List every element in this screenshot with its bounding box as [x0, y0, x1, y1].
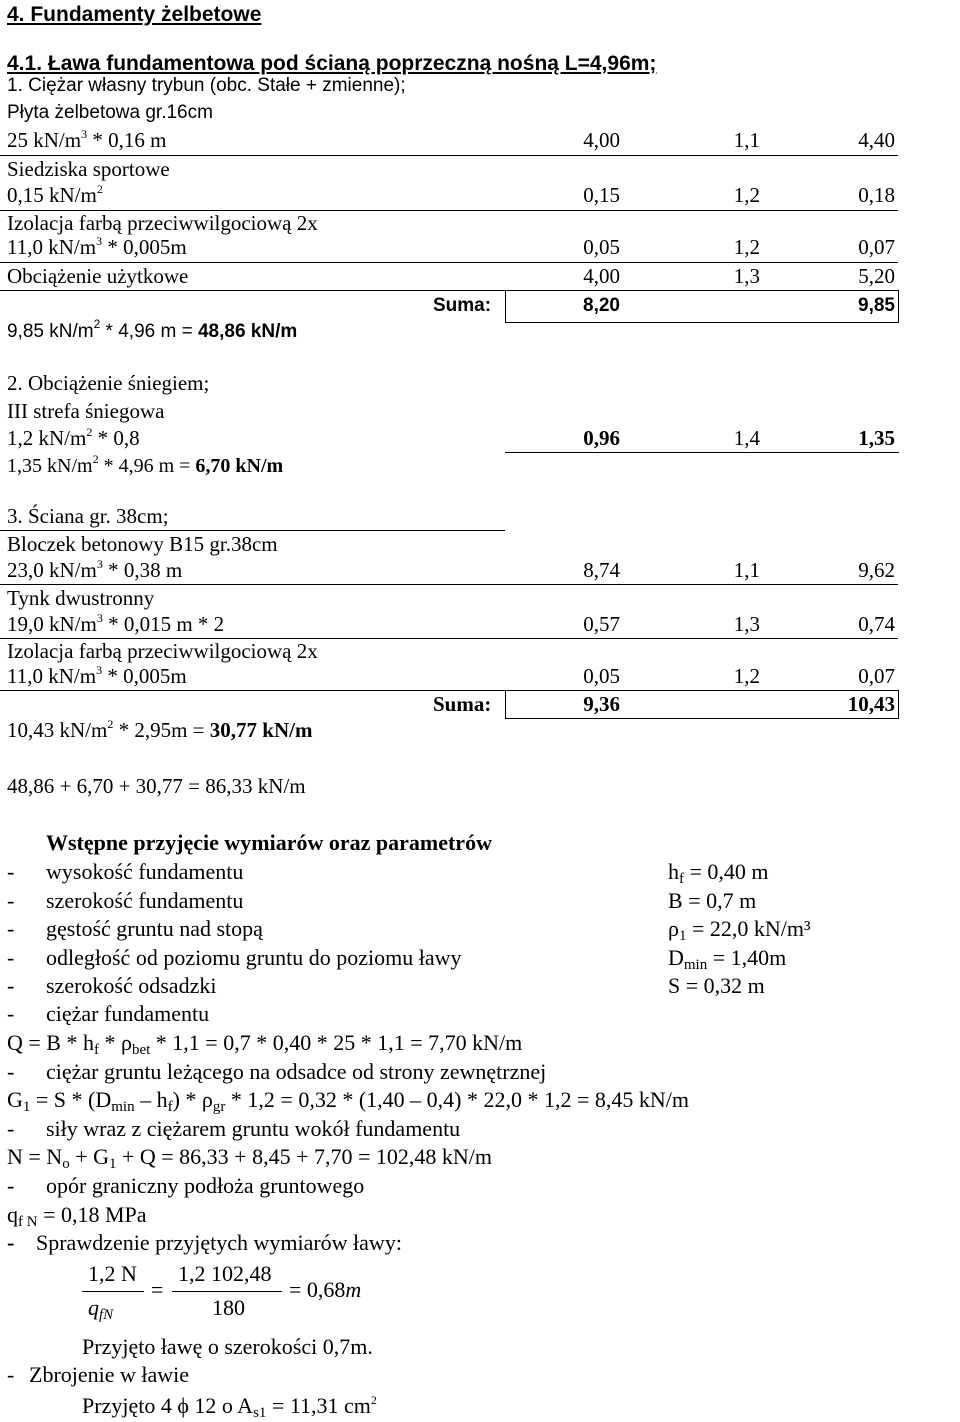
total-load: 48,86 + 6,70 + 30,77 = 86,33 kN/m [7, 774, 306, 798]
fraction-2-denominator: 180 [212, 1295, 245, 1320]
sum-box-bottom [505, 322, 899, 323]
bullet-dash: - [7, 859, 15, 884]
row-value-2: 1,2 [733, 183, 760, 207]
param-value: $\rho_1 = 22,0$ kN/m³ [668, 916, 811, 944]
bullet-dash: - [7, 1001, 15, 1026]
fraction-1-numerator: 1,2 N [88, 1261, 137, 1286]
bullet-dash: - [7, 1059, 15, 1084]
row-value-3: 1,35 [858, 426, 895, 450]
row-formula: 23,0 $kN/m^3 * 0,38$ m [7, 557, 183, 582]
param-value: $D_{min} = 1,40m$ [668, 945, 787, 973]
equals-sign: = [151, 1277, 164, 1302]
row-name: Płyta żelbetowa gr.16cm [7, 102, 213, 123]
resist-value: $q_{f N} = 0,18$ MPa [7, 1202, 147, 1230]
section-heading: 4. Fundamenty żelbetowe [7, 3, 262, 26]
param-label: szerokość fundamentu [46, 888, 244, 913]
row-value-2: 1,3 [733, 612, 760, 636]
section3-title: 3. Ściana gr. 38cm; [7, 504, 169, 528]
bullet-dash: - [7, 1173, 15, 1198]
weight-label: ciężar fundamentu [46, 1001, 210, 1026]
row-value-1: 0,96 [583, 426, 620, 450]
row-value-2: 1,2 [733, 664, 760, 688]
table-rule [505, 452, 899, 453]
sum-box-right [898, 690, 899, 718]
forces-equation: $N = N_o + G_1 + Q = 86,33 + 8,45 + 7,70 = 102,48$ kN/m [7, 1144, 493, 1172]
row-value-1: 0,05 [583, 664, 620, 688]
row-value-2: 1,3 [733, 264, 760, 288]
param-label: szerokość odsadzki [46, 973, 217, 998]
param-value: S = 0,32 m [668, 973, 765, 998]
sum-label: Suma: [433, 295, 492, 316]
row-formula: 11,0 $kN/m^3 * 0,005m$ [7, 234, 187, 259]
sum-label: Suma: [433, 692, 492, 716]
rebar-value: Przyjęto 4 ϕ 12 o $A_{s1} = 11,31$ $cm^2$ [82, 1393, 377, 1421]
row-value-2: 1,1 [733, 558, 760, 582]
row-value-3: 0,74 [858, 612, 895, 636]
row-name: Siedziska sportowe [7, 157, 170, 181]
row-name: Izolacja farbą przeciwwilgociową 2x [7, 211, 318, 235]
section1-result: 9,85 $kN/m^2 * 4,96$ m = 48,86 kN/m [7, 317, 298, 342]
section2-result: 1,35 $kN/m^2 * 4,96$ m = 6,70 kN/m [7, 452, 284, 477]
forces-label: siły wraz z ciężarem gruntu wokół fundamentu [46, 1116, 461, 1141]
table-rule [0, 690, 898, 691]
bullet-dash: - [7, 973, 15, 998]
row-value-3: 5,20 [858, 264, 895, 288]
table-rule [0, 155, 898, 156]
resist-label: opór graniczny podłoża gruntowego [46, 1173, 365, 1198]
row-value-1: 0,15 [583, 183, 620, 207]
accepted-width: Przyjęto ławę o szerokości 0,7m. [82, 1334, 373, 1359]
table-rule [0, 290, 898, 291]
section1-title: 1. Ciężar własny trybun (obc. Stałe + zmienne); [7, 75, 406, 96]
param-label: wysokość fundamentu [46, 859, 244, 884]
bullet-dash: - [7, 1362, 15, 1387]
bullet-dash: - [7, 916, 15, 941]
row-value-3: 0,07 [858, 235, 895, 259]
row-name: Obciążenie użytkowe [7, 264, 189, 288]
subsection-heading: 4.1. Ława fundamentowa pod ścianą poprzeczną nośną L=4,96m; [7, 52, 657, 75]
table-rule [0, 584, 898, 585]
row-formula: 25 $kN/m^3 * 0,16$ m [7, 127, 167, 152]
row-name: III strefa śniegowa [7, 399, 165, 423]
row-formula: 19,0 $kN/m^3 * 0,015$ m * 2 [7, 611, 225, 636]
row-formula: 11,0 $kN/m^3 * 0,005m$ [7, 663, 187, 688]
section2-title: 2. Obciążenie śniegiem; [7, 371, 210, 395]
fraction-2-numerator: 1,2 102,48 [178, 1261, 272, 1286]
soil-label: ciężar gruntu leżącego na odsadce od strony zewnętrznej [46, 1059, 547, 1084]
sum-box-left [505, 290, 506, 322]
row-value-3: 4,40 [858, 128, 895, 152]
fraction-1-denominator: $q_{fN}$ [88, 1295, 114, 1323]
row-value-1: 4,00 [583, 264, 620, 288]
row-value-1: 0,57 [583, 612, 620, 636]
row-formula: 1,2 $kN/m^2 * 0,8$ [7, 425, 140, 450]
param-label: odległość od poziomu gruntu do poziomu ławy [46, 945, 462, 970]
bullet-dash: - [7, 945, 15, 970]
sum-box-left [505, 690, 506, 718]
fraction-result: = 0,68m [289, 1277, 362, 1302]
table-rule [0, 530, 505, 531]
fraction-1-bar [82, 1291, 144, 1292]
row-name: Bloczek betonowy B15 gr.38cm [7, 532, 278, 556]
table-rule [0, 262, 898, 263]
sum-box-bottom [505, 718, 899, 719]
param-label: gęstość gruntu nad stopą [46, 916, 263, 941]
params-title: Wstępne przyjęcie wymiarów oraz parametrów [46, 830, 492, 855]
row-value-3: 0,18 [858, 183, 895, 207]
row-value-3: 9,62 [858, 558, 895, 582]
row-name: Izolacja farbą przeciwwilgociową 2x [7, 639, 318, 663]
row-name: Tynk dwustronny [7, 586, 155, 610]
bullet-dash: - [7, 1230, 15, 1255]
sum-value-2: 9,85 [858, 295, 895, 316]
section3-result: 10,43 $kN/m^2 * 2,95m = 30,77$ kN/m [7, 717, 313, 742]
row-formula: 0,15 $kN/m^2$ [7, 182, 103, 207]
sum-value-2: 10,43 [847, 692, 895, 716]
soil-weight-equation: $G_1 = S * (D_{min} - h_f) * \rho_{gr} * 1,2 = 0,32 * (1,40 - 0,4) * 22,0 * 1,2 = 8,45$ kN/m [7, 1087, 689, 1115]
rebar-label: Zbrojenie w ławie [29, 1362, 190, 1387]
param-value: B = 0,7 m [668, 888, 757, 913]
sum-value-1: 9,36 [583, 692, 620, 716]
fraction-2-bar [172, 1291, 282, 1292]
check-label: Sprawdzenie przyjętych wymiarów ławy: [36, 1230, 402, 1255]
row-value-3: 0,07 [858, 664, 895, 688]
foundation-weight-equation: $Q = B * h_f * \rho_{bet} * 1,1 = 0,7 * 0,40 * 25 * 1,1 = 7,70$ kN/m [7, 1030, 523, 1058]
row-value-2: 1,4 [733, 426, 760, 450]
param-value: $h_f = 0,40$ m [668, 859, 769, 887]
bullet-dash: - [7, 888, 15, 913]
row-value-1: 4,00 [583, 128, 620, 152]
sum-box-right [898, 290, 899, 322]
row-value-1: 8,74 [583, 558, 620, 582]
sum-value-1: 8,20 [583, 295, 620, 316]
row-value-2: 1,1 [733, 128, 760, 152]
row-value-1: 0,05 [583, 235, 620, 259]
row-value-2: 1,2 [733, 235, 760, 259]
bullet-dash: - [7, 1116, 15, 1141]
